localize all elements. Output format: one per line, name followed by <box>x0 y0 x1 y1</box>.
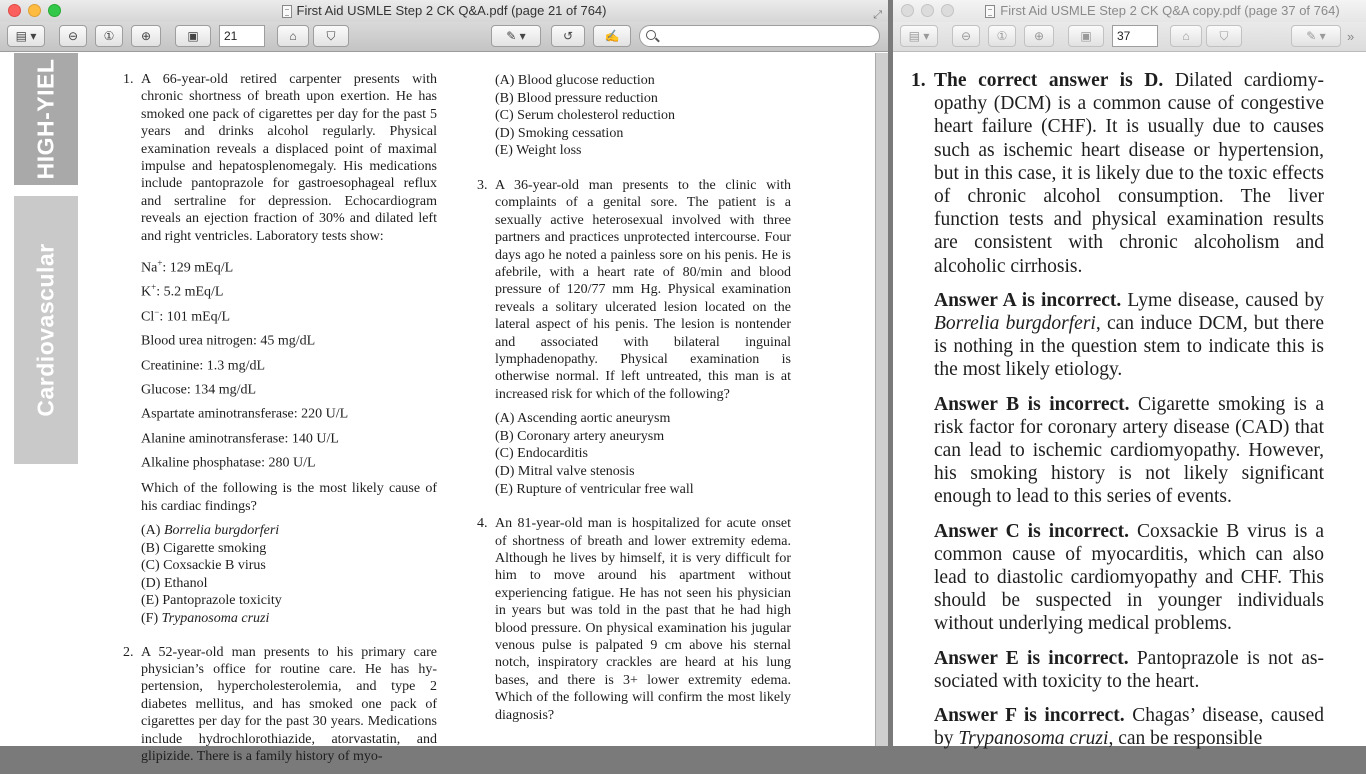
answer-lead: The correct answer is D. <box>934 70 1164 91</box>
window-title: First Aid USMLE Step 2 CK Q&A copy.pdf (page 37 of 764) <box>1000 3 1340 18</box>
toolbar <box>893 22 1366 52</box>
zoom-window-icon[interactable] <box>941 4 954 17</box>
answer-lead: Answer C is incorrect. <box>934 520 1130 542</box>
answer-explanation <box>911 704 1324 750</box>
answer-option <box>141 610 437 628</box>
lab-name: Cl <box>141 309 155 325</box>
search-icon <box>646 30 656 40</box>
edit-button[interactable] <box>593 25 631 47</box>
zoom-out-button[interactable] <box>952 25 980 47</box>
answer-option <box>141 557 437 575</box>
lab-value: : 280 U/L <box>261 455 316 471</box>
lab-value: : 5.2 mEq/L <box>156 285 224 301</box>
question-3 <box>477 177 791 498</box>
window-title: First Aid USMLE Step 2 CK Q&A.pdf (page 21 of 764) <box>296 3 607 18</box>
lab-result-row <box>141 400 437 424</box>
lab-name: Blood urea nitrogen <box>141 333 253 349</box>
answer-option: (D) Smoking cessation <box>495 125 624 141</box>
minimize-window-icon[interactable] <box>921 4 934 17</box>
sidebar-toggle-button[interactable] <box>900 25 938 47</box>
answer-option: (A) Blood glucose reduction <box>495 73 655 88</box>
option-letter: (E) <box>141 593 163 609</box>
zoom-out-icon: ⊖ <box>960 29 972 43</box>
search-input[interactable] <box>639 25 880 47</box>
fullscreen-icon[interactable]: ⤢ <box>873 9 882 21</box>
page-number-input[interactable]: 37 <box>1112 25 1158 47</box>
answer-option <box>141 522 437 540</box>
answer-option: (E) Weight loss <box>495 143 582 159</box>
overflow-chevron-icon[interactable]: » <box>1347 29 1355 44</box>
organism-name: Borrelia burgdorferi <box>934 313 1096 335</box>
option-text: Borrelia burgdorferi <box>163 523 280 539</box>
zoom-in-button[interactable] <box>131 25 161 47</box>
zoom-in-icon: ⊕ <box>1033 29 1045 43</box>
pen-icon: ✎ ▾ <box>506 29 526 43</box>
answer-explanation <box>911 69 1324 278</box>
option-letter: (A) <box>141 523 164 539</box>
lab-result-row <box>141 376 437 400</box>
answer-options <box>495 410 791 498</box>
answer-options <box>141 522 437 628</box>
answer-text: , can be responsible <box>1108 728 1263 750</box>
pdf-window-right <box>893 0 1366 750</box>
answer-explanation <box>911 393 1324 509</box>
answer-column <box>911 69 1324 761</box>
question-stem: An 81-year-old man is hospitalized for acute onset of shortness of breath and lower extremity edema. Although he lives by himself, it is very difficult for him to move around his apartment without experiencing fatigue. He has not seen his physician in years but was told in the past that he had high blood pressure. On physical examination his jugular venous pulse is palpated 9 cm above his sternal notch, inspiratory crackles are heard at his lung bases, and there is 3+ lower extremity edema. Which of the following will confirm the most likely diagnosis? <box>495 516 791 723</box>
lab-value: : 140 U/L <box>284 431 339 447</box>
section-tab-cardiovascular <box>14 196 78 464</box>
lab-name: K <box>141 285 152 301</box>
answer-lead: Answer E is incorrect. <box>934 647 1129 669</box>
bookmark-button[interactable] <box>1206 25 1242 47</box>
option-text: Trypanosoma cruzi <box>161 611 270 627</box>
lab-value: : 45 mg/dL <box>252 333 316 349</box>
option-text: Pantoprazole toxicity <box>162 593 282 609</box>
option-letter: (F) <box>141 611 162 627</box>
question-number: 3. <box>477 177 488 193</box>
answer-text: Pantoprazole is not associated with toxicity to the heart. <box>934 647 1325 692</box>
lab-name: Glucose <box>141 382 187 398</box>
answer-option <box>141 592 437 610</box>
option-letter: (D) <box>141 575 164 591</box>
lab-result-row <box>141 278 437 302</box>
question-stem: A 36-year-old man presents to the clinic with complaints of a genital sore. The patient is a sexually active heterosexual involved with three partners and practices unprotected intercourse. Four days ago he noted a painless sore on his penis. He is afebrile, with a heart rate of 80/min and blood pressure of 120/77 mm Hg. Physical examination reveals a solitary ulcerated lesion located on the lateral aspect of his penis. The lesion is nontender and associated with bilateral inguinal lymphadenopathy. Physical examination is otherwise normal. If left untreated, this man is at increased risk for which of the following? <box>495 177 791 402</box>
answer-option: (C) Serum cholesterol reduction <box>495 108 676 124</box>
option-text: Cigarette smoking <box>163 540 267 556</box>
actual-size-icon: ① <box>996 29 1008 43</box>
pdf-document-icon <box>985 5 995 18</box>
answer-option: (B) Blood pressure reduction <box>495 90 658 106</box>
lab-name: Alkaline phosphatase <box>141 455 262 471</box>
sidebar-icon: ▤ ▾ <box>15 29 37 43</box>
title-bar[interactable] <box>0 0 888 22</box>
lab-name: Creatinine <box>141 358 200 374</box>
lab-value: : 1.3 mg/dL <box>199 358 266 374</box>
close-window-icon[interactable] <box>901 4 914 17</box>
section-tab-label: Cardiovascular <box>32 243 59 417</box>
zoom-window-icon[interactable] <box>48 4 61 17</box>
answer-explanation <box>911 520 1324 636</box>
answer-number: 1. <box>911 70 926 91</box>
page-number-input[interactable]: 21 <box>219 25 265 47</box>
rotate-button[interactable] <box>551 25 585 47</box>
lab-result-row <box>141 327 437 351</box>
home-button[interactable] <box>277 25 309 47</box>
lab-value: : 101 mEq/L <box>159 309 231 325</box>
question-number: 1. <box>123 72 134 87</box>
lab-value: : 129 mEq/L <box>162 260 234 276</box>
bookmark-icon: ⛉ <box>1219 29 1229 43</box>
answer-option: (A) Ascending aortic aneurysm <box>495 411 671 427</box>
lab-result-row <box>141 449 437 473</box>
lab-name: Na <box>141 260 158 276</box>
answer-text: Dilated cardiomyopathy (DCM) is a common cause of congestive heart failure (CHF). It is usually due to causes such as ischemic heart disease or hypertension, but in this case, it is likely due to the toxic effects of chronic alcohol consumption. The liver function tests and physical examination results are consistent with chronic alcoholism and alcoholic cirrhosis. <box>934 70 1324 277</box>
question-stem: A 52-year-old man presents to his primary care physician’s office for routine care. He has hypertension, hypercholesterolemia, and type 2 diabetes mellitus, and has smoked one pack of cigarettes per day for the past 30 years. Medications include hydrochlorothiazide, atorvastatin, and glipizide. There is a family history of myo- <box>141 644 437 765</box>
vertical-scrollbar[interactable] <box>875 53 888 746</box>
home-icon: ⌂ <box>289 29 297 43</box>
toolbar <box>0 22 888 52</box>
option-text: Ethanol <box>163 575 208 591</box>
pdf-page[interactable] <box>893 53 1366 750</box>
bookmark-button[interactable] <box>313 25 349 47</box>
rotate-icon: ↺ <box>562 29 574 43</box>
answer-option: (C) Endocarditis <box>495 446 588 462</box>
zoom-to-fit-button[interactable] <box>1068 25 1104 47</box>
title-bar[interactable] <box>893 0 1366 22</box>
sidebar-toggle-button[interactable] <box>7 25 45 47</box>
question-number: 2. <box>123 644 134 660</box>
answer-lead: Answer B is incorrect. <box>934 393 1130 415</box>
answer-explanation <box>911 647 1324 693</box>
home-icon: ⌂ <box>1182 29 1190 43</box>
answer-explanation <box>911 289 1324 382</box>
sidebar-icon: ▤ ▾ <box>908 29 930 43</box>
question-1 <box>123 71 437 628</box>
zoom-to-fit-icon: ▣ <box>1080 29 1092 43</box>
lab-result-row <box>141 425 437 449</box>
option-letter: (C) <box>141 558 164 574</box>
answer-options <box>495 72 791 160</box>
lab-charge: − <box>154 306 160 317</box>
question-2 <box>123 644 437 766</box>
section-tab-label: HIGH-YIEL <box>32 58 59 180</box>
answer-lead: Answer F is incorrect. <box>934 705 1125 727</box>
close-window-icon[interactable] <box>8 4 21 17</box>
option-letter: (B) <box>141 540 164 556</box>
question-prompt: Which of the following is the most likely cause of his cardiac findings? <box>141 481 437 514</box>
lab-charge: + <box>157 258 163 269</box>
answer-option: (E) Rupture of ventricular free wall <box>495 481 694 497</box>
answer-option: (D) Mitral valve stenosis <box>495 464 635 480</box>
lab-charge: + <box>151 282 157 293</box>
zoom-in-button[interactable] <box>1024 25 1054 47</box>
lab-name: Alanine aminotransferase <box>141 431 285 447</box>
answer-text: Coxsackie B virus is a common cause of myocarditis, which can also lead to diastolic cardiomyopathy and CHF. This should be suspected in younger individuals without underlying medical problems. <box>934 520 1324 635</box>
answer-option <box>141 540 437 558</box>
answer-text: , can induce DCM, but there is nothing in the question stem to indicate this is the most likely etiology. <box>934 313 1325 381</box>
lab-results <box>141 254 437 473</box>
lab-result-row <box>141 254 437 278</box>
pdf-page[interactable] <box>0 53 875 765</box>
lab-value: : 220 U/L <box>293 406 349 422</box>
section-tab-high-yield <box>14 53 78 185</box>
question-column-1 <box>123 71 437 774</box>
pen-icon: ✎ ▾ <box>1306 29 1326 43</box>
lab-result-row <box>141 303 437 327</box>
answer-text: Lyme disease, caused by <box>1121 289 1324 311</box>
home-button[interactable] <box>1170 25 1202 47</box>
pdf-document-icon <box>282 5 292 18</box>
lab-name: Aspartate aminotransferase <box>141 406 294 422</box>
actual-size-icon: ① <box>103 29 115 43</box>
question-number: 4. <box>477 516 488 532</box>
zoom-out-icon: ⊖ <box>67 29 79 43</box>
zoom-in-icon: ⊕ <box>140 29 152 43</box>
edit-icon: ✍ <box>604 29 620 43</box>
answer-text: Chagas’ disease, caused by <box>934 705 1324 750</box>
question-4 <box>477 515 791 724</box>
option-text: Coxsackie B virus <box>163 558 266 574</box>
lab-value: : 134 mg/dL <box>186 382 257 398</box>
question-column-2 <box>477 71 791 732</box>
actual-size-button[interactable] <box>95 25 123 47</box>
annotate-button[interactable] <box>491 25 541 47</box>
zoom-to-fit-button[interactable] <box>175 25 211 47</box>
answer-lead: Answer A is incorrect. <box>934 289 1122 311</box>
answer-text: Cigarette smoking is a risk factor for coronary artery disease (CAD) that can lead to ischemic cardiomyopathy. However, his smoking history is not likely significant enough to lead to this series of events. <box>934 393 1324 508</box>
annotate-button[interactable] <box>1291 25 1341 47</box>
actual-size-button[interactable] <box>988 25 1016 47</box>
answer-option: (B) Coronary artery aneurysm <box>495 428 665 444</box>
zoom-to-fit-icon: ▣ <box>187 29 199 43</box>
organism-name: Trypanosoma cruzi <box>958 728 1109 750</box>
lab-result-row <box>141 352 437 376</box>
question-stem: A 66-year-old retired carpenter presents with chronic shortness of breath upon exertion. He has smoked one pack of cigarettes per day for the past 5 years and drinks alcohol regularly. Physical examination reveals a displaced point of maximal impulse and hepatosplenomegaly. His medications include pantoprazole for gastroesophageal reflux and sertraline for depression. Echocardiogram reveals an ejection fraction of 30% and dilated left and right ventricles. Laboratory tests show: <box>141 72 437 244</box>
answer-option <box>141 575 437 593</box>
minimize-window-icon[interactable] <box>28 4 41 17</box>
zoom-out-button[interactable] <box>59 25 87 47</box>
bookmark-icon: ⛉ <box>326 29 336 43</box>
